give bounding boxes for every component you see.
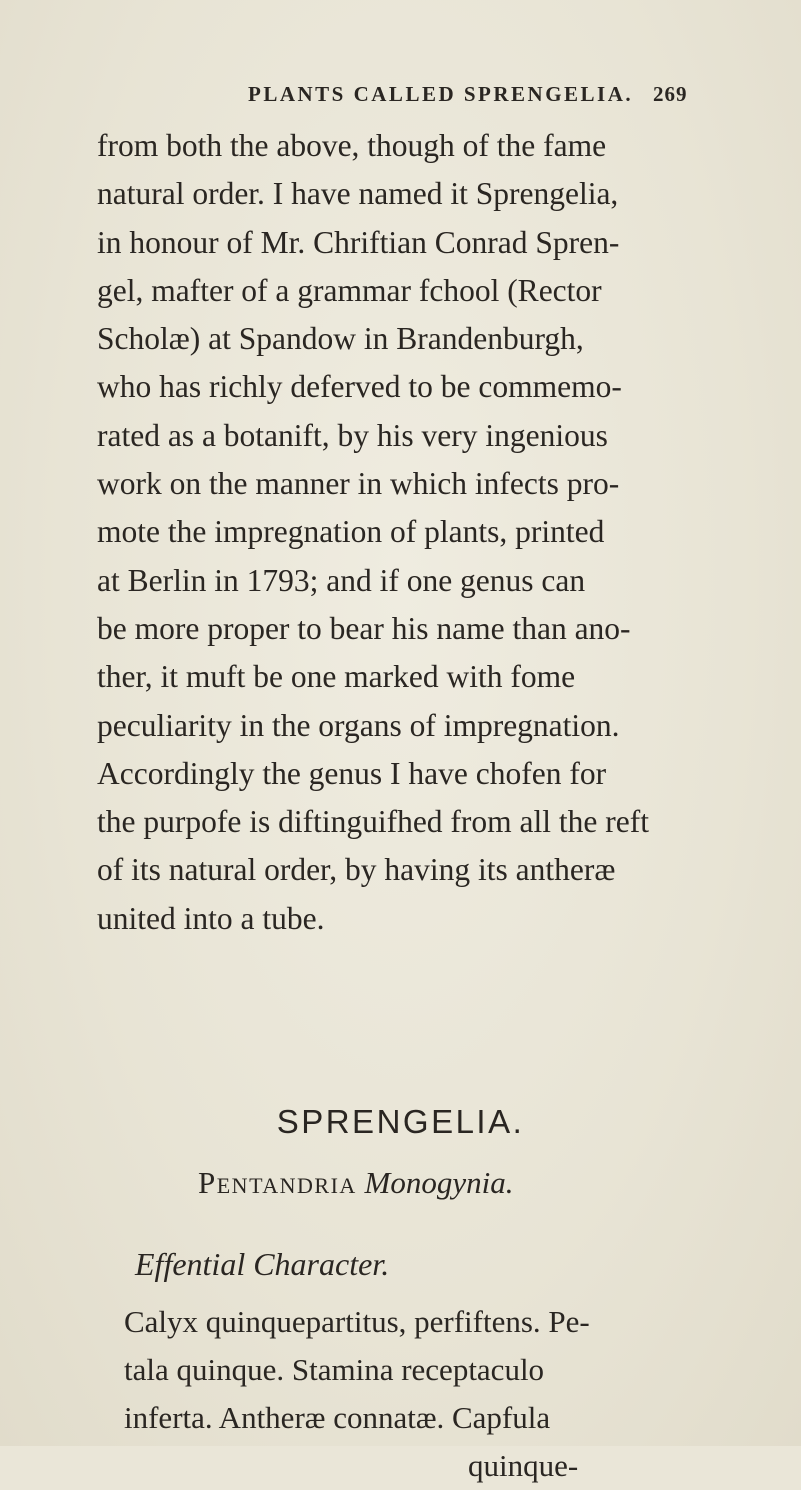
text-line: who has richly deferved to be commemo-	[97, 369, 622, 405]
text-line: ther, it muft be one marked with fome	[97, 659, 576, 695]
text-line: at Berlin in 1793; and if one genus can	[97, 562, 586, 598]
character-line: tala quinque. Stamina receptaculo	[124, 1352, 545, 1387]
catchword: quinque-	[468, 1448, 579, 1483]
text-line: united into a tube.	[97, 900, 325, 936]
text-line: rated as a botanift, by his very ingenious	[97, 417, 608, 453]
text-line: peculiarity in the organs of impregnation.	[97, 707, 620, 743]
genus-heading: SPRENGELIA.	[276, 1103, 525, 1140]
text-line: Accordingly the genus I have chofen for	[97, 755, 607, 791]
page-number: 269	[653, 82, 688, 106]
text-line: the purpofe is diftinguifhed from all the reft	[97, 804, 649, 840]
text-line: in honour of Mr. Chriftian Conrad Spren-	[97, 224, 620, 260]
text-line: work on the manner in which infects pro-	[97, 466, 620, 502]
text-line: gel, mafter of a grammar fchool (Rector	[97, 272, 602, 308]
running-head	[248, 82, 788, 122]
text-line: natural order. I have named it Sprengelia,	[97, 176, 619, 212]
character-line: Calyx quinquepartitus, perfiftens. Pe-	[124, 1304, 590, 1339]
essential-character-text	[124, 1298, 784, 1490]
text-line: be more proper to bear his name than ano-	[97, 610, 631, 646]
text-line: Scholæ) at Spandow in Brandenburgh,	[97, 321, 584, 357]
text-line: from both the above, though of the fame	[97, 128, 607, 163]
running-head-title: PLANTS CALLED SPRENGELIA.	[248, 82, 634, 106]
body-paragraph	[97, 122, 787, 943]
classification-line	[198, 1165, 514, 1201]
text-line: mote the impregnation of plants, printed	[97, 514, 605, 550]
essential-character-heading: Effential Character.	[135, 1246, 390, 1282]
character-line: inferta. Antheræ connatæ. Capfula	[124, 1400, 551, 1435]
order-name: Monogynia.	[364, 1165, 514, 1200]
class-name: Pentandria	[198, 1165, 357, 1200]
text-line: of its natural order, by having its antheræ	[97, 852, 616, 888]
